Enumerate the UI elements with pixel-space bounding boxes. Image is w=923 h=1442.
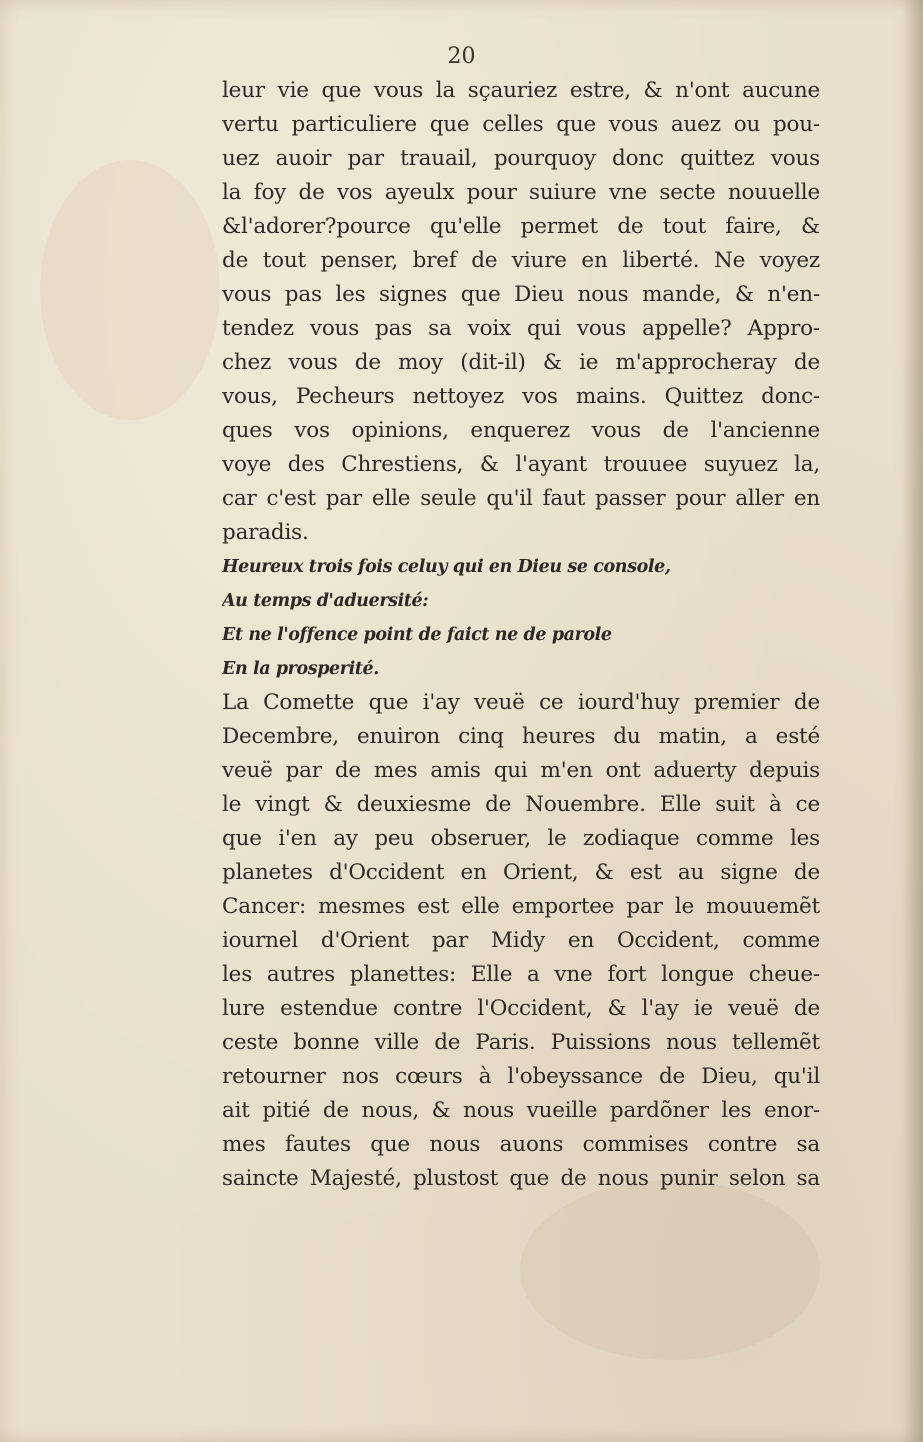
text-line: leur vie que vous la sçauriez estre, & n'ont aucune bbox=[222, 78, 820, 103]
text-line: Et ne l'offence point de faict ne de parole bbox=[222, 625, 612, 645]
text-line: ait pitié de nous, & nous vueille pardõner les enor- bbox=[222, 1098, 820, 1123]
text-line: les autres planettes: Elle a vne fort longue cheue- bbox=[222, 962, 820, 987]
text-line: vous pas les signes que Dieu nous mande, & n'en- bbox=[222, 282, 820, 307]
text-line: chez vous de moy (dit-il) & ie m'approcheray de bbox=[222, 350, 820, 375]
paper-stain bbox=[40, 160, 220, 420]
text-line: ceste bonne ville de Paris. Puissions nous tellemẽt bbox=[222, 1030, 820, 1055]
text-line: la foy de vos ayeulx pour suiure vne secte nouuelle bbox=[222, 180, 820, 205]
text-block bbox=[222, 74, 820, 1196]
text-line: vous, Pecheurs nettoyez vos mains. Quittez donc- bbox=[222, 384, 820, 409]
prose-paragraph-1 bbox=[222, 74, 820, 550]
text-line: uez auoir par trauail, pourquoy donc quittez vous bbox=[222, 146, 820, 171]
text-line: lure estendue contre l'Occident, & l'ay ie veuë de bbox=[222, 996, 820, 1021]
verse-stanza bbox=[222, 550, 820, 686]
text-line: iournel d'Orient par Midy en Occident, comme bbox=[222, 928, 820, 953]
text-line: paradis. bbox=[222, 520, 309, 545]
text-line: En la prosperité. bbox=[222, 659, 379, 679]
page-number: 20 bbox=[447, 44, 476, 69]
text-line: le vingt & deuxiesme de Nouembre. Elle suit à ce bbox=[222, 792, 820, 817]
text-line: Cancer: mesmes est elle emportee par le mouuemẽt bbox=[222, 894, 820, 919]
text-line: retourner nos cœurs à l'obeyssance de Dieu, qu'il bbox=[222, 1064, 820, 1089]
text-line: saincte Majesté, plustost que de nous punir selon sa bbox=[222, 1166, 820, 1191]
paper-stain bbox=[520, 1180, 820, 1360]
text-line: voye des Chrestiens, & l'ayant trouuee suyuez la, bbox=[222, 452, 820, 477]
text-line: La Comette que i'ay veuë ce iourd'huy premier de bbox=[222, 690, 820, 715]
text-line: ques vos opinions, enquerez vous de l'ancienne bbox=[222, 418, 820, 443]
text-line: de tout penser, bref de viure en liberté. Ne voyez bbox=[222, 248, 820, 273]
text-line: Decembre, enuiron cinq heures du matin, a esté bbox=[222, 724, 820, 749]
text-line: mes fautes que nous auons commises contre sa bbox=[222, 1132, 820, 1157]
text-line: car c'est par elle seule qu'il faut passer pour aller en bbox=[222, 486, 820, 511]
text-line: que i'en ay peu obseruer, le zodiaque comme les bbox=[222, 826, 820, 851]
text-line: veuë par de mes amis qui m'en ont aduerty depuis bbox=[222, 758, 820, 783]
text-line: tendez vous pas sa voix qui vous appelle? Appro- bbox=[222, 316, 820, 341]
text-line: planetes d'Occident en Orient, & est au signe de bbox=[222, 860, 820, 885]
text-line: &l'adorer?pource qu'elle permet de tout faire, & bbox=[222, 214, 820, 239]
text-line: Heureux trois fois celuy qui en Dieu se console, bbox=[222, 557, 671, 577]
text-line: Au temps d'aduersité: bbox=[222, 591, 429, 611]
prose-paragraph-2 bbox=[222, 686, 820, 1196]
page-edge-shadow bbox=[903, 0, 923, 1442]
text-line: vertu particuliere que celles que vous auez ou pou- bbox=[222, 112, 820, 137]
